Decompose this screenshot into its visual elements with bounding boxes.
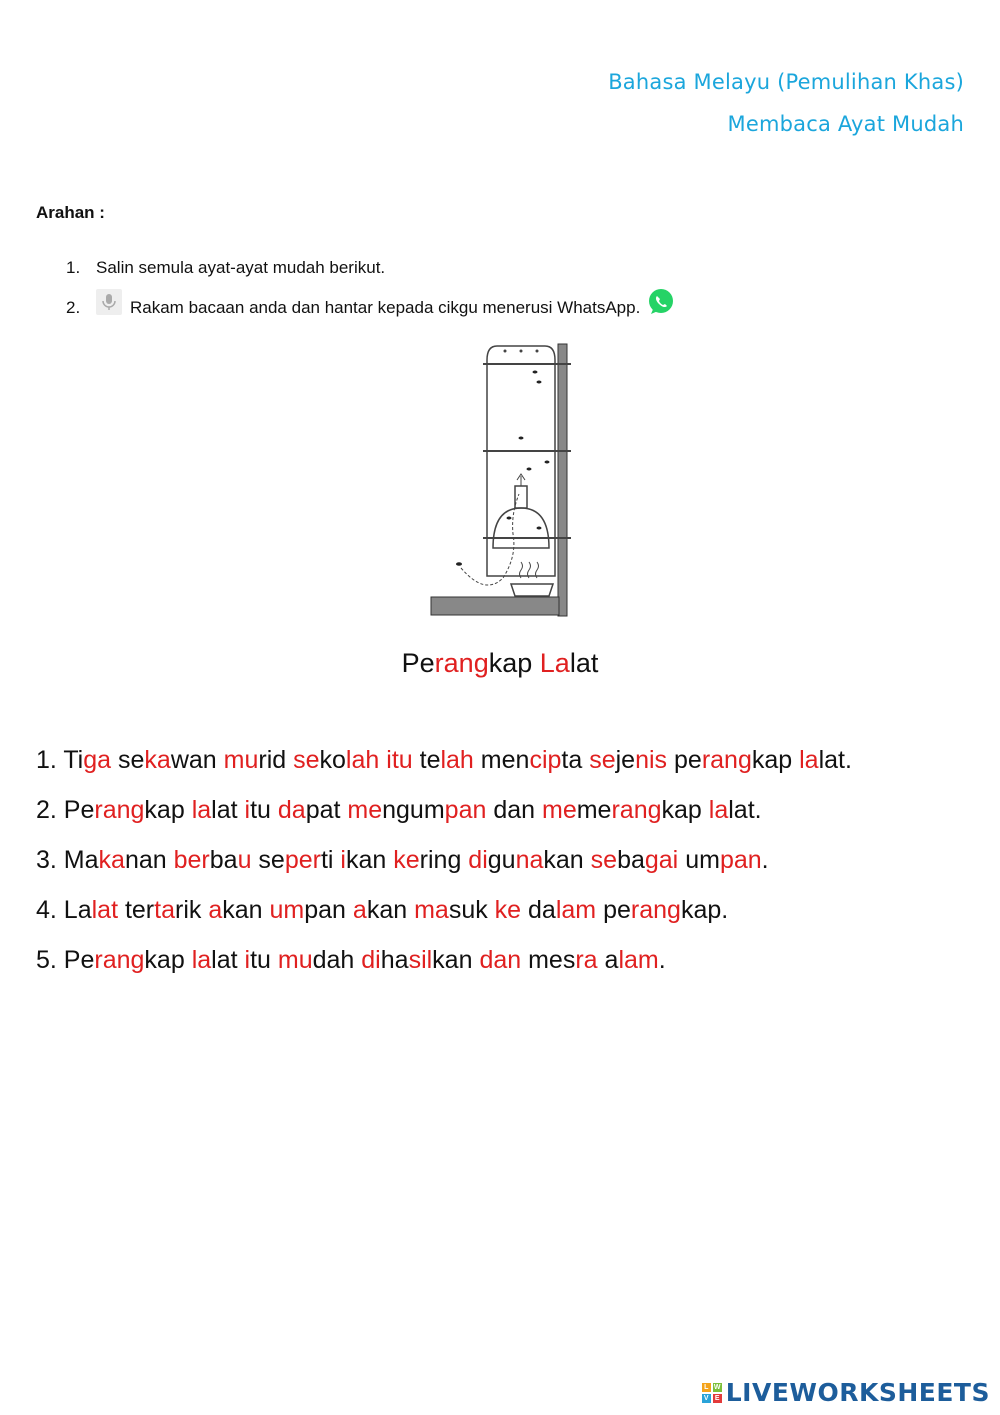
- sentence: 1. Tiga sekawan murid sekolah itu telah mencipta sejenis perangkap lalat.: [36, 746, 852, 774]
- fly-trap-illustration: [425, 338, 585, 623]
- sentence-list: [36, 738, 852, 988]
- sentence: 5. Perangkap lalat itu mudah dihasilkan dan mesra alam.: [36, 946, 666, 974]
- instructions-list: [66, 248, 676, 328]
- topic-header: Membaca Ayat Mudah: [727, 112, 964, 136]
- liveworksheets-logo-icon: L W V E: [702, 1383, 722, 1403]
- footer-brand: LIVEWORKSHEETS: [725, 1378, 990, 1407]
- sentence: 4. Lalat tertarik akan umpan akan masuk ke dalam perangkap.: [36, 896, 729, 924]
- instruction-text: Rakam bacaan anda dan hantar kepada cikgu menerusi WhatsApp.: [130, 298, 641, 317]
- footer-logo: [702, 1378, 990, 1407]
- instruction-number: 2.: [66, 298, 81, 317]
- subject-header: Bahasa Melayu (Pemulihan Khas): [608, 70, 964, 94]
- instruction-item: [66, 288, 676, 328]
- whatsapp-icon: [646, 287, 676, 322]
- instructions-title: Arahan :: [36, 203, 105, 222]
- instruction-text: Salin semula ayat-ayat mudah berikut.: [96, 258, 386, 277]
- instruction-item: [66, 248, 676, 288]
- microphone-icon[interactable]: [96, 289, 122, 315]
- sentence: 2. Perangkap lalat itu dapat mengumpan dan memerangkap lalat.: [36, 796, 762, 824]
- sentence: 3. Makanan berbau seperti ikan kering digunakan sebagai umpan.: [36, 846, 769, 874]
- instruction-number: 1.: [66, 258, 81, 277]
- illustration-caption: Perangkap Lalat: [401, 648, 599, 678]
